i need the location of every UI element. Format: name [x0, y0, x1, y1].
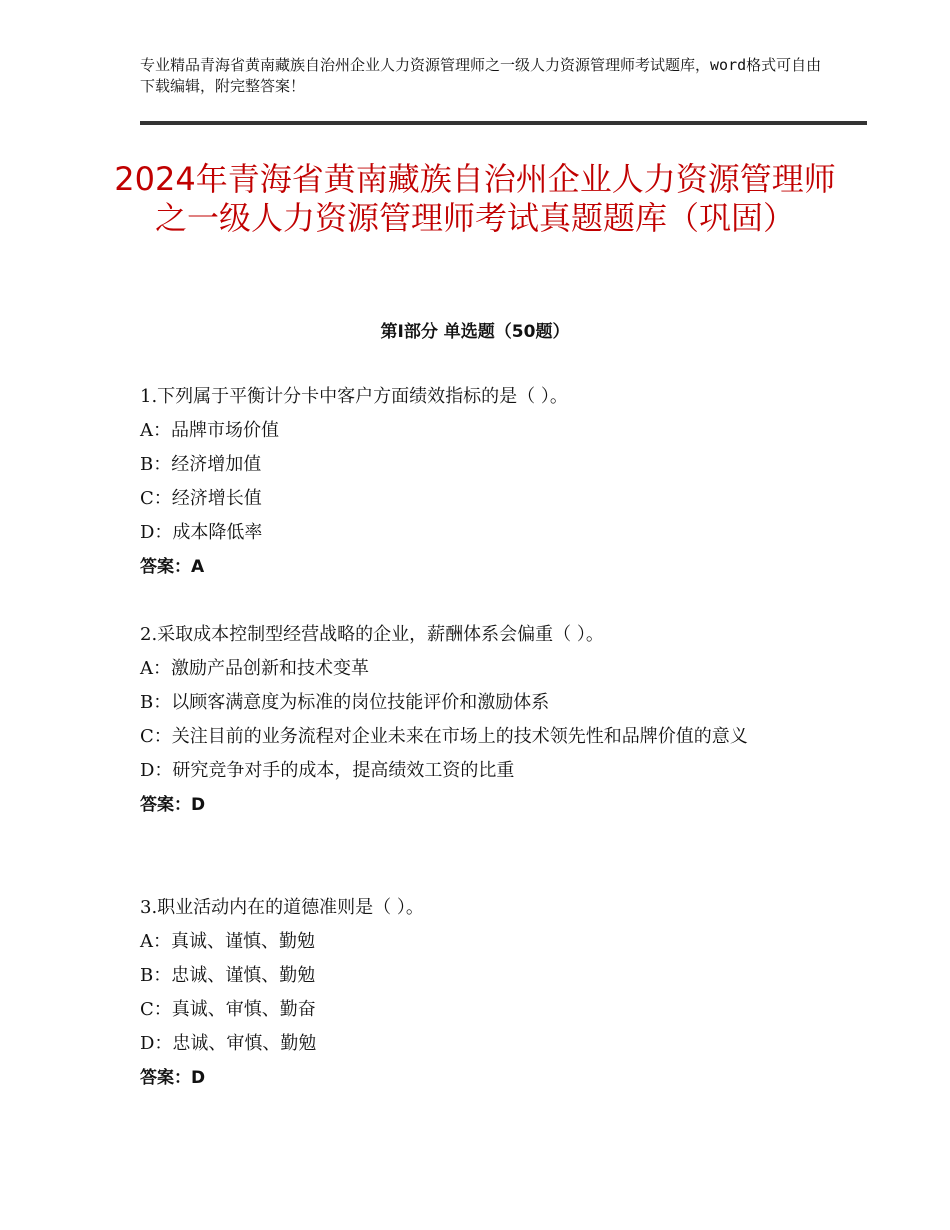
option-c: C：关注目前的业务流程对企业未来在市场上的技术领先性和品牌价值的意义	[140, 726, 748, 747]
option-c: C：真诚、审慎、勤奋	[140, 999, 316, 1020]
option-d: D：研究竞争对手的成本，提高绩效工资的比重	[140, 760, 515, 781]
option-a: A：激励产品创新和技术变革	[140, 658, 369, 679]
option-a: A：真诚、谨慎、勤勉	[140, 931, 315, 952]
option-b: B：忠诚、谨慎、勤勉	[140, 965, 316, 986]
option-a: A：品牌市场价值	[140, 420, 279, 441]
answer-line: 答案：D	[140, 795, 206, 815]
header-note: 专业精品青海省黄南藏族自治州企业人力资源管理师之一级人力资源管理师考试题库，word格式可自由下载编辑，附完整答案！	[140, 56, 822, 95]
question-stem: 2.采取成本控制型经营战略的企业，薪酬体系会偏重（ ）。	[140, 624, 604, 645]
option-c: C：经济增长值	[140, 488, 262, 509]
question-stem: 3.职业活动内在的道德准则是（ ）。	[140, 897, 424, 918]
question-stem: 1.下列属于平衡计分卡中客户方面绩效指标的是（ ）。	[140, 386, 568, 407]
answer-line: 答案：A	[140, 557, 205, 577]
question-block	[140, 380, 830, 584]
header-divider	[140, 121, 867, 125]
section-heading: 第Ⅰ部分 单选题（50题）	[380, 322, 570, 342]
question-block	[140, 618, 830, 822]
option-d: D：成本降低率	[140, 522, 263, 543]
option-b: B：以顾客满意度为标准的岗位技能评价和激励体系	[140, 692, 550, 713]
option-b: B：经济增加值	[140, 454, 262, 475]
document-title: 2024年青海省黄南藏族自治州企业人力资源管理师之一级人力资源管理师考试真题题库（巩固）	[114, 160, 836, 237]
answer-line: 答案：D	[140, 1068, 206, 1088]
question-block	[140, 891, 830, 1095]
option-d: D：忠诚、审慎、勤勉	[140, 1033, 317, 1054]
